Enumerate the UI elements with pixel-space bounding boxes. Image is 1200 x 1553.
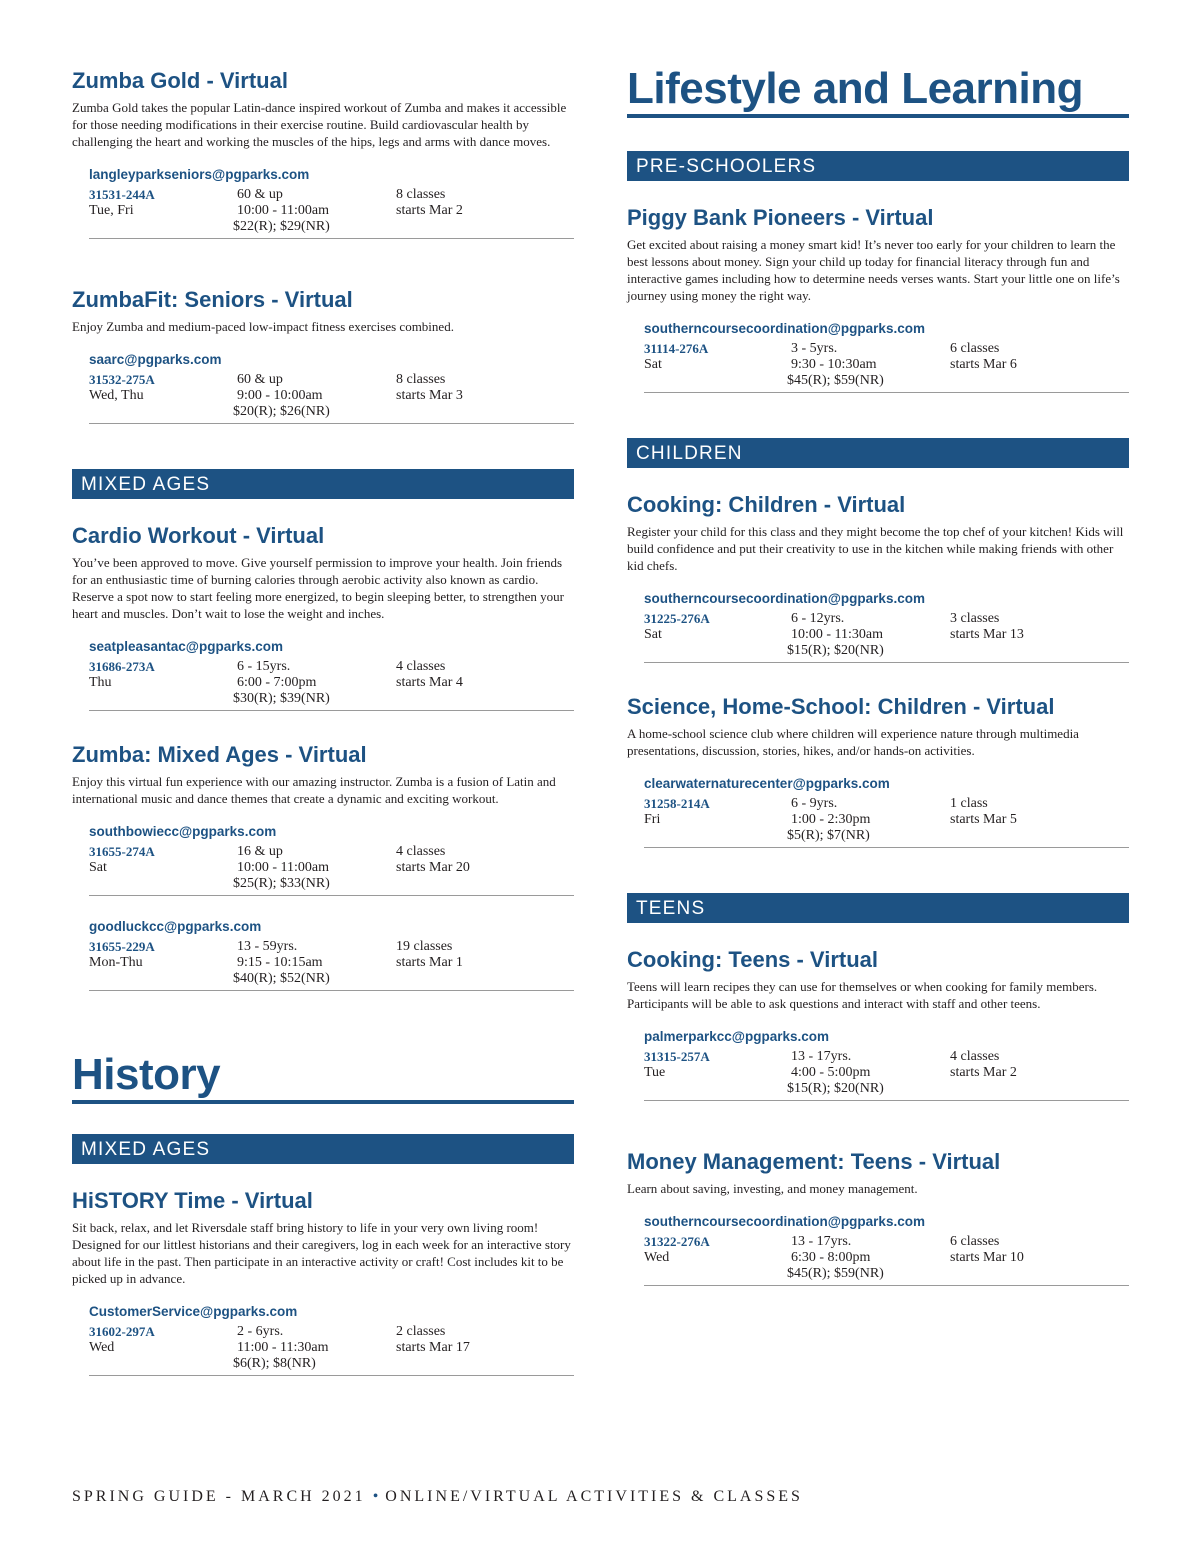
meeting-days: Sat — [89, 860, 107, 875]
course-cooking-children — [627, 492, 1129, 663]
course-title: Cooking: Teens - Virtual — [627, 947, 878, 972]
listing-row-2 — [644, 627, 1129, 643]
listing-row-2 — [644, 1065, 1129, 1081]
contact-email[interactable]: southerncoursecoordination@pgparks.com — [644, 1214, 925, 1229]
listing-row-1 — [89, 372, 574, 388]
age-range: 2 - 6yrs. — [237, 1324, 284, 1339]
course-science-home-school — [627, 694, 1129, 848]
course-description: You’ve been approved to move. Give yourself permission to improve your health. Join friends for an enthusiastic time of burning calories through aerobic activity also known as cardio. Reserve a spot now to start feeling more energized, to begin sleeping better, to strengthen your heart and muscles. Don’t wait to lose the weight and inches. — [72, 555, 565, 621]
course-code: 31602-297A — [89, 1324, 155, 1339]
course-description: A home-school science club where children will experience nature through multimedia presentations, discussion, stories, hikes, and/or hands-on activities. — [627, 726, 1079, 758]
course-title: ZumbaFit: Seniors - Virtual — [72, 287, 353, 312]
course-title: Cooking: Children - Virtual — [627, 492, 906, 517]
listing-row-2 — [89, 675, 574, 691]
listing-row-1 — [644, 796, 1129, 812]
listing-row-2 — [89, 1340, 574, 1356]
heading-text: History — [72, 1050, 221, 1099]
course-cardio-workout — [72, 523, 574, 711]
listing-row-3 — [89, 691, 574, 707]
meeting-time: 10:00 - 11:30am — [791, 627, 884, 642]
course-title: Zumba: Mixed Ages - Virtual — [72, 742, 367, 767]
class-count: 8 classes — [396, 187, 446, 202]
course-title: HiSTORY Time - Virtual — [72, 1188, 313, 1213]
section-heading-lifestyle — [627, 64, 1129, 118]
listing-row-3 — [89, 971, 574, 987]
course-history-time — [72, 1188, 574, 1376]
section-bar-children: CHILDREN — [627, 438, 1129, 468]
course-title: Money Management: Teens - Virtual — [627, 1149, 1001, 1174]
fee: $25(R); $33(NR) — [233, 876, 330, 891]
listing-row-1 — [89, 659, 574, 675]
start-date: starts Mar 17 — [396, 1340, 470, 1355]
course-piggy-bank-pioneers — [627, 205, 1129, 393]
listing-row-3 — [644, 1081, 1129, 1097]
class-count: 4 classes — [396, 659, 446, 674]
meeting-time: 9:15 - 10:15am — [237, 955, 323, 970]
class-count: 3 classes — [950, 611, 1000, 626]
footer-section-title: ONLINE/VIRTUAL ACTIVITIES & CLASSES — [385, 1488, 803, 1505]
meeting-time: 1:00 - 2:30pm — [791, 812, 871, 827]
start-date: starts Mar 1 — [396, 955, 463, 970]
section-bar-teens: TEENS — [627, 893, 1129, 923]
course-listing — [644, 1213, 1129, 1286]
section-bar-mixed-ages: MIXED AGES — [72, 469, 574, 499]
section-bar-mixed-ages: MIXED AGES — [72, 1134, 574, 1164]
class-count: 6 classes — [950, 341, 1000, 356]
listing-row-2 — [89, 388, 574, 404]
listing-row-2 — [89, 955, 574, 971]
contact-email[interactable]: goodluckcc@pgparks.com — [89, 919, 262, 934]
course-listing — [89, 918, 574, 991]
meeting-time: 10:00 - 11:00am — [237, 203, 330, 218]
course-code: 31531-244A — [89, 187, 155, 202]
course-listing — [644, 320, 1129, 393]
fee: $6(R); $8(NR) — [233, 1356, 316, 1371]
fee: $15(R); $20(NR) — [787, 643, 884, 658]
course-money-management — [627, 1149, 1129, 1286]
meeting-days: Tue, Fri — [89, 203, 134, 218]
age-range: 6 - 9yrs. — [791, 796, 838, 811]
start-date: starts Mar 10 — [950, 1250, 1024, 1265]
fee: $22(R); $29(NR) — [233, 219, 330, 234]
listing-row-1 — [89, 187, 574, 203]
section-bar-preschoolers: PRE-SCHOOLERS — [627, 151, 1129, 181]
course-title: Zumba Gold - Virtual — [72, 68, 288, 93]
course-zumbafit-seniors — [72, 287, 574, 424]
listing-row-1 — [644, 1049, 1129, 1065]
course-zumba-gold — [72, 68, 574, 239]
age-range: 60 & up — [237, 372, 283, 387]
course-title: Science, Home-School: Children - Virtual — [627, 694, 1055, 719]
meeting-days: Wed — [89, 1340, 115, 1355]
course-listing — [644, 1028, 1129, 1101]
start-date: starts Mar 2 — [950, 1065, 1017, 1080]
start-date: starts Mar 3 — [396, 388, 463, 403]
course-listing — [89, 351, 574, 424]
course-listing — [89, 1303, 574, 1376]
heading-text: Lifestyle and Learning — [627, 64, 1083, 113]
course-listing — [644, 590, 1129, 663]
listing-row-2 — [644, 357, 1129, 373]
fee: $30(R); $39(NR) — [233, 691, 330, 706]
age-range: 13 - 59yrs. — [237, 939, 298, 954]
age-range: 6 - 15yrs. — [237, 659, 291, 674]
contact-email[interactable]: palmerparkcc@pgparks.com — [644, 1029, 829, 1044]
meeting-days: Sat — [644, 627, 662, 642]
course-title: Cardio Workout - Virtual — [72, 523, 325, 548]
class-count: 1 class — [950, 796, 988, 811]
listing-row-1 — [89, 844, 574, 860]
course-listing — [89, 166, 574, 239]
meeting-days: Wed — [644, 1250, 670, 1265]
course-title: Piggy Bank Pioneers - Virtual — [627, 205, 934, 230]
age-range: 3 - 5yrs. — [791, 341, 838, 356]
course-description: Zumba Gold takes the popular Latin-dance inspired workout of Zumba and makes it accessible for those needing modifications in their exercise routine. Build cardiovascular health by challenging the heart and working the muscles of the hips, legs and arms with dance moves. — [72, 100, 567, 149]
course-code: 31655-274A — [89, 844, 155, 859]
course-code: 31225-276A — [644, 611, 710, 626]
age-range: 60 & up — [237, 187, 283, 202]
course-code: 31686-273A — [89, 659, 155, 674]
course-listing — [89, 823, 574, 896]
course-description: Get excited about raising a money smart kid! It’s never too early for your children to learn the best lessons about money. Sign your child up today for financial literacy through fun and interactive games including how to determine needs verses wants. Start your little one on life’s journey using money the right way. — [627, 237, 1120, 303]
course-description: Teens will learn recipes they can use for themselves or when cooking for family members. Participants will be able to ask questions and interact with staff and other teens. — [627, 979, 1098, 1011]
listing-row-1 — [89, 939, 574, 955]
listing-row-1 — [89, 1324, 574, 1340]
listing-row-3 — [644, 373, 1129, 389]
contact-email[interactable]: CustomerService@pgparks.com — [89, 1304, 298, 1319]
meeting-days: Fri — [644, 812, 661, 827]
start-date: starts Mar 13 — [950, 627, 1024, 642]
fee: $15(R); $20(NR) — [787, 1081, 884, 1096]
listing-row-3 — [89, 404, 574, 420]
course-cooking-teens — [627, 947, 1129, 1101]
class-count: 6 classes — [950, 1234, 1000, 1249]
meeting-time: 4:00 - 5:00pm — [791, 1065, 871, 1080]
start-date: starts Mar 20 — [396, 860, 470, 875]
contact-email[interactable]: saarc@pgparks.com — [89, 352, 222, 367]
contact-email[interactable]: seatpleasantac@pgparks.com — [89, 639, 283, 654]
fee: $45(R); $59(NR) — [787, 373, 884, 388]
start-date: starts Mar 6 — [950, 357, 1017, 372]
meeting-days: Sat — [644, 357, 662, 372]
meeting-time: 10:00 - 11:00am — [237, 860, 330, 875]
course-zumba-mixed-ages — [72, 742, 574, 991]
age-range: 13 - 17yrs. — [791, 1234, 852, 1249]
class-count: 4 classes — [950, 1049, 1000, 1064]
listing-row-3 — [89, 1356, 574, 1372]
course-description: Enjoy this virtual fun experience with our amazing instructor. Zumba is a fusion of Latin and international music and dance themes that create a dynamic and exciting workout. — [72, 774, 556, 806]
meeting-days: Tue — [644, 1065, 666, 1080]
meeting-time: 9:30 - 10:30am — [791, 357, 877, 372]
class-count: 2 classes — [396, 1324, 446, 1339]
course-code: 31315-257A — [644, 1049, 710, 1064]
start-date: starts Mar 2 — [396, 203, 463, 218]
listing-row-1 — [644, 611, 1129, 627]
meeting-time: 11:00 - 11:30am — [237, 1340, 329, 1355]
class-count: 8 classes — [396, 372, 446, 387]
age-range: 13 - 17yrs. — [791, 1049, 852, 1064]
listing-row-3 — [89, 876, 574, 892]
age-range: 6 - 12yrs. — [791, 611, 845, 626]
listing-row-1 — [644, 1234, 1129, 1250]
meeting-time: 6:00 - 7:00pm — [237, 675, 317, 690]
course-description: Learn about saving, investing, and money management. — [627, 1181, 918, 1196]
footer-bullet: • — [372, 1488, 379, 1505]
footer-guide-title: SPRING GUIDE - MARCH 2021 — [72, 1488, 366, 1505]
listing-row-2 — [89, 860, 574, 876]
course-code: 31532-275A — [89, 372, 155, 387]
contact-email[interactable]: southbowiecc@pgparks.com — [89, 824, 277, 839]
fee: $5(R); $7(NR) — [787, 828, 870, 843]
section-heading-history — [72, 1050, 574, 1104]
start-date: starts Mar 4 — [396, 675, 463, 690]
fee: $20(R); $26(NR) — [233, 404, 330, 419]
course-code: 31114-276A — [644, 341, 709, 356]
course-code: 31258-214A — [644, 796, 710, 811]
age-range: 16 & up — [237, 844, 283, 859]
fee: $40(R); $52(NR) — [233, 971, 330, 986]
contact-email[interactable]: southerncoursecoordination@pgparks.com — [644, 321, 925, 336]
contact-email[interactable]: langleyparkseniors@pgparks.com — [89, 167, 310, 182]
meeting-time: 9:00 - 10:00am — [237, 388, 323, 403]
contact-email[interactable]: clearwaternaturecenter@pgparks.com — [644, 776, 890, 791]
listing-row-2 — [644, 812, 1129, 828]
course-code: 31322-276A — [644, 1234, 710, 1249]
listing-row-3 — [644, 643, 1129, 659]
contact-email[interactable]: southerncoursecoordination@pgparks.com — [644, 591, 925, 606]
course-description: Sit back, relax, and let Riversdale staff bring history to life in your very own living room! Designed for our littlest historians and their caregivers, log in each week for an interactive story about life in the past. Then participate in an interactive activity or craft! Cost includes kit to be picked up in advance. — [72, 1220, 571, 1286]
listing-row-3 — [89, 219, 574, 235]
course-listing — [89, 638, 574, 711]
listing-row-1 — [644, 341, 1129, 357]
start-date: starts Mar 5 — [950, 812, 1017, 827]
course-description: Register your child for this class and they might become the top chef of your kitchen! Kids will build confidence and put their creativity to use in the kitchen while making friends with other kid chefs. — [627, 524, 1124, 573]
course-description: Enjoy Zumba and medium-paced low-impact fitness exercises combined. — [72, 319, 454, 334]
meeting-days: Thu — [89, 675, 112, 690]
listing-row-2 — [644, 1250, 1129, 1266]
class-count: 4 classes — [396, 844, 446, 859]
course-listing — [644, 775, 1129, 848]
course-code: 31655-229A — [89, 939, 155, 954]
fee: $45(R); $59(NR) — [787, 1266, 884, 1281]
meeting-days: Wed, Thu — [89, 388, 144, 403]
class-count: 19 classes — [396, 939, 453, 954]
listing-row-3 — [644, 1266, 1129, 1282]
meeting-days: Mon-Thu — [89, 955, 143, 970]
listing-row-2 — [89, 203, 574, 219]
meeting-time: 6:30 - 8:00pm — [791, 1250, 871, 1265]
listing-row-3 — [644, 828, 1129, 844]
page-footer — [72, 1488, 803, 1506]
